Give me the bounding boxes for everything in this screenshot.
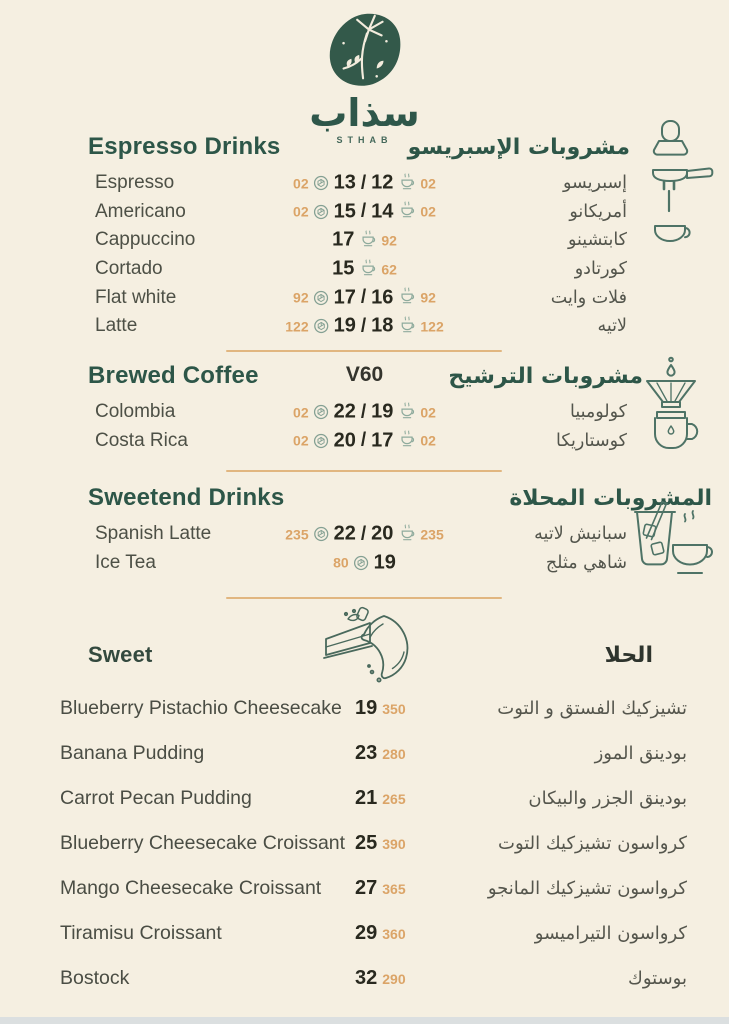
price-group [293, 429, 436, 452]
section-title-ar: مشروبات الإسبريسو [407, 135, 630, 160]
menu-item-row [0, 776, 729, 821]
price-group [355, 697, 406, 720]
calories-hot: 122 [420, 318, 444, 335]
price-iced: 20 [333, 429, 356, 452]
item-name-ar: سبانيش لاتيه [534, 524, 627, 545]
price-hot: 17 [371, 429, 394, 452]
item-name-ar: إسبريسو [563, 173, 627, 194]
price-iced: 19 [373, 551, 396, 574]
iced-drink-icon [313, 175, 330, 192]
calories-hot: 02 [420, 404, 436, 421]
calories-hot: 92 [420, 289, 436, 306]
brand-logo [0, 12, 729, 145]
price-group [355, 787, 406, 810]
item-name-en: Blueberry Pistachio Cheesecake [60, 697, 342, 719]
price-hot: 16 [371, 286, 394, 309]
item-name-en: Mango Cheesecake Croissant [60, 877, 322, 899]
hot-cup-icon [358, 232, 377, 248]
calories-iced: 02 [293, 432, 309, 449]
iced-drink-icon [313, 203, 330, 220]
item-name-en: Banana Pudding [60, 742, 205, 764]
menu-item-row [0, 398, 729, 427]
section-header [0, 133, 729, 163]
price-hot: 19 [371, 400, 394, 423]
menu-item-row [0, 283, 729, 312]
hot-cup-icon [397, 318, 416, 334]
price-iced: 22 [333, 522, 356, 545]
calories-hot: 02 [420, 203, 436, 220]
item-name-ar: كرواسون تشيزكيك التوت [498, 833, 687, 854]
menu-item-row [0, 956, 729, 1001]
calories-iced: 80 [333, 554, 349, 571]
price-group [293, 401, 436, 424]
price-separator: / [360, 315, 367, 337]
item-name-ar: فلات وايت [550, 287, 627, 308]
price: 32 [355, 967, 378, 989]
section-title-en: Espresso Drinks [88, 133, 281, 160]
brew-method-label: V60 [345, 363, 384, 386]
item-name-ar: كرواسون تشيزكيك المانجو [487, 878, 687, 899]
price-group [285, 523, 444, 546]
item-name-en: Costa Rica [95, 429, 188, 451]
hot-cup-icon [397, 404, 416, 420]
price-separator: / [360, 200, 367, 222]
price-separator: / [360, 401, 367, 423]
price-group [355, 832, 406, 855]
item-name-en: Cappuccino [95, 229, 196, 251]
menu-item-row [0, 427, 729, 456]
iced-drink-icon [313, 432, 330, 449]
menu-item-row [0, 255, 729, 284]
price: 23 [355, 742, 378, 764]
menu-item-row [0, 911, 729, 956]
item-name-ar: كابتشينو [567, 230, 627, 251]
item-name-ar: بودينق الجزر والبيكان [528, 788, 687, 809]
hot-cup-icon [397, 433, 416, 449]
hot-cup-icon [397, 290, 416, 306]
price-group [332, 229, 397, 252]
item-name-en: Bostock [60, 967, 130, 989]
menu-item-row [0, 312, 729, 341]
hot-cup-icon [397, 175, 416, 191]
menu-item-row [0, 866, 729, 911]
price-group [285, 315, 444, 338]
menu-item-row [0, 821, 729, 866]
price-group [293, 286, 436, 309]
palm-plant-logo-icon [326, 12, 404, 93]
section-title-ar: مشروبات الترشيح [448, 364, 643, 389]
calories-hot: 235 [420, 526, 444, 543]
item-name-en: Flat white [95, 286, 177, 308]
section-divider [226, 470, 502, 472]
item-name-en: Carrot Pecan Pudding [60, 787, 252, 809]
section-espresso-drinks [0, 133, 729, 341]
price-group [355, 922, 406, 945]
price-group [293, 172, 436, 195]
calories: 350 [382, 701, 406, 717]
brand-name-latin: STHAB [336, 135, 393, 145]
price-hot: 17 [332, 228, 355, 251]
section-title-ar: المشروبات المحلاة [509, 486, 712, 511]
price-iced: 15 [333, 200, 356, 223]
calories-iced: 02 [293, 404, 309, 421]
menu-item-row [0, 198, 729, 227]
calories-hot: 02 [420, 175, 436, 192]
price: 29 [355, 922, 378, 944]
calories: 360 [382, 926, 406, 942]
calories: 290 [382, 971, 406, 987]
section-brewed-coffee [0, 362, 729, 455]
item-name-en: Latte [95, 315, 138, 337]
item-name-ar: كرواسون التيراميسو [534, 923, 687, 944]
hot-cup-icon [397, 526, 416, 542]
section-header [0, 484, 729, 514]
price-iced: 22 [333, 400, 356, 423]
calories-iced: 235 [285, 526, 309, 543]
page-bottom-strip [0, 1017, 729, 1024]
price-group [332, 258, 397, 281]
price-group [355, 877, 406, 900]
item-name-en: Blueberry Cheesecake Croissant [60, 832, 346, 854]
price-group [293, 200, 436, 223]
price-group [333, 551, 396, 574]
calories-hot: 02 [420, 432, 436, 449]
item-name-en: Spanish Latte [95, 523, 212, 545]
price-hot: 15 [332, 257, 355, 280]
calories: 265 [382, 791, 406, 807]
price-group [355, 967, 406, 990]
item-name-ar: بودينق الموز [594, 743, 687, 764]
menu-item-row [0, 549, 729, 578]
section-sweetened-drinks [0, 484, 729, 577]
iced-drink-icon [313, 526, 330, 543]
section-header [0, 362, 729, 392]
price-separator: / [360, 523, 367, 545]
item-name-ar: تشيزكيك الفستق و التوت [497, 698, 687, 719]
cake-slice-and-croissant-icon [320, 602, 416, 693]
calories-iced: 02 [293, 203, 309, 220]
item-name-en: Americano [95, 200, 186, 222]
section-divider [226, 597, 502, 599]
calories: 390 [382, 836, 406, 852]
section-title-en: Sweetend Drinks [88, 484, 285, 511]
section-title-en: Sweet [88, 642, 153, 667]
item-name-ar: كولومبيا [569, 402, 627, 423]
item-name-en: Espresso [95, 172, 175, 194]
calories-hot: 92 [381, 232, 397, 249]
price-hot: 12 [371, 171, 394, 194]
price: 27 [355, 877, 378, 899]
price-iced: 19 [333, 314, 356, 337]
calories-iced: 122 [285, 318, 309, 335]
item-name-en: Cortado [95, 258, 163, 280]
calories: 280 [382, 746, 406, 762]
item-name-ar: كورتادو [574, 259, 627, 280]
price-hot: 18 [371, 314, 394, 337]
price-iced: 13 [333, 171, 356, 194]
brand-name-arabic: سذاب [309, 91, 420, 135]
price: 19 [355, 697, 378, 719]
iced-drink-icon [313, 318, 330, 335]
menu-item-row [0, 226, 729, 255]
price-separator: / [360, 286, 367, 308]
price: 25 [355, 832, 378, 854]
price-iced: 17 [333, 286, 356, 309]
item-name-ar: بوستوك [628, 968, 687, 989]
section-title-en: Brewed Coffee [88, 362, 259, 389]
calories-iced: 02 [293, 175, 309, 192]
section-divider [226, 350, 502, 352]
section-title-ar: الحلا [604, 643, 653, 668]
price-group [355, 742, 406, 765]
calories-iced: 92 [293, 289, 309, 306]
hot-cup-icon [397, 204, 416, 220]
menu-item-row [0, 731, 729, 776]
price-hot: 20 [371, 522, 394, 545]
iced-drink-icon [353, 554, 370, 571]
price: 21 [355, 787, 378, 809]
iced-glass-and-hot-cup-icon [623, 498, 713, 587]
v60-dripper-server-icon [629, 356, 713, 467]
item-name-en: Tiramisu Croissant [60, 922, 222, 944]
section-sweet [0, 642, 729, 1001]
item-name-ar: كوستاريكا [556, 430, 627, 451]
item-name-ar: لاتيه [597, 316, 627, 337]
item-name-ar: شاهي مثلج [545, 552, 627, 573]
espresso-tamper-portafilter-cup-icon [633, 118, 715, 255]
price-separator: / [360, 172, 367, 194]
price-separator: / [360, 429, 367, 451]
menu-item-row [0, 520, 729, 549]
iced-drink-icon [313, 404, 330, 421]
item-name-ar: أمريكانو [569, 201, 627, 222]
item-name-en: Colombia [95, 401, 176, 423]
price-hot: 14 [371, 200, 394, 223]
menu-item-row [0, 169, 729, 198]
item-name-en: Ice Tea [95, 551, 156, 573]
calories-hot: 62 [381, 261, 397, 278]
hot-cup-icon [358, 261, 377, 277]
calories: 365 [382, 881, 406, 897]
iced-drink-icon [313, 289, 330, 306]
